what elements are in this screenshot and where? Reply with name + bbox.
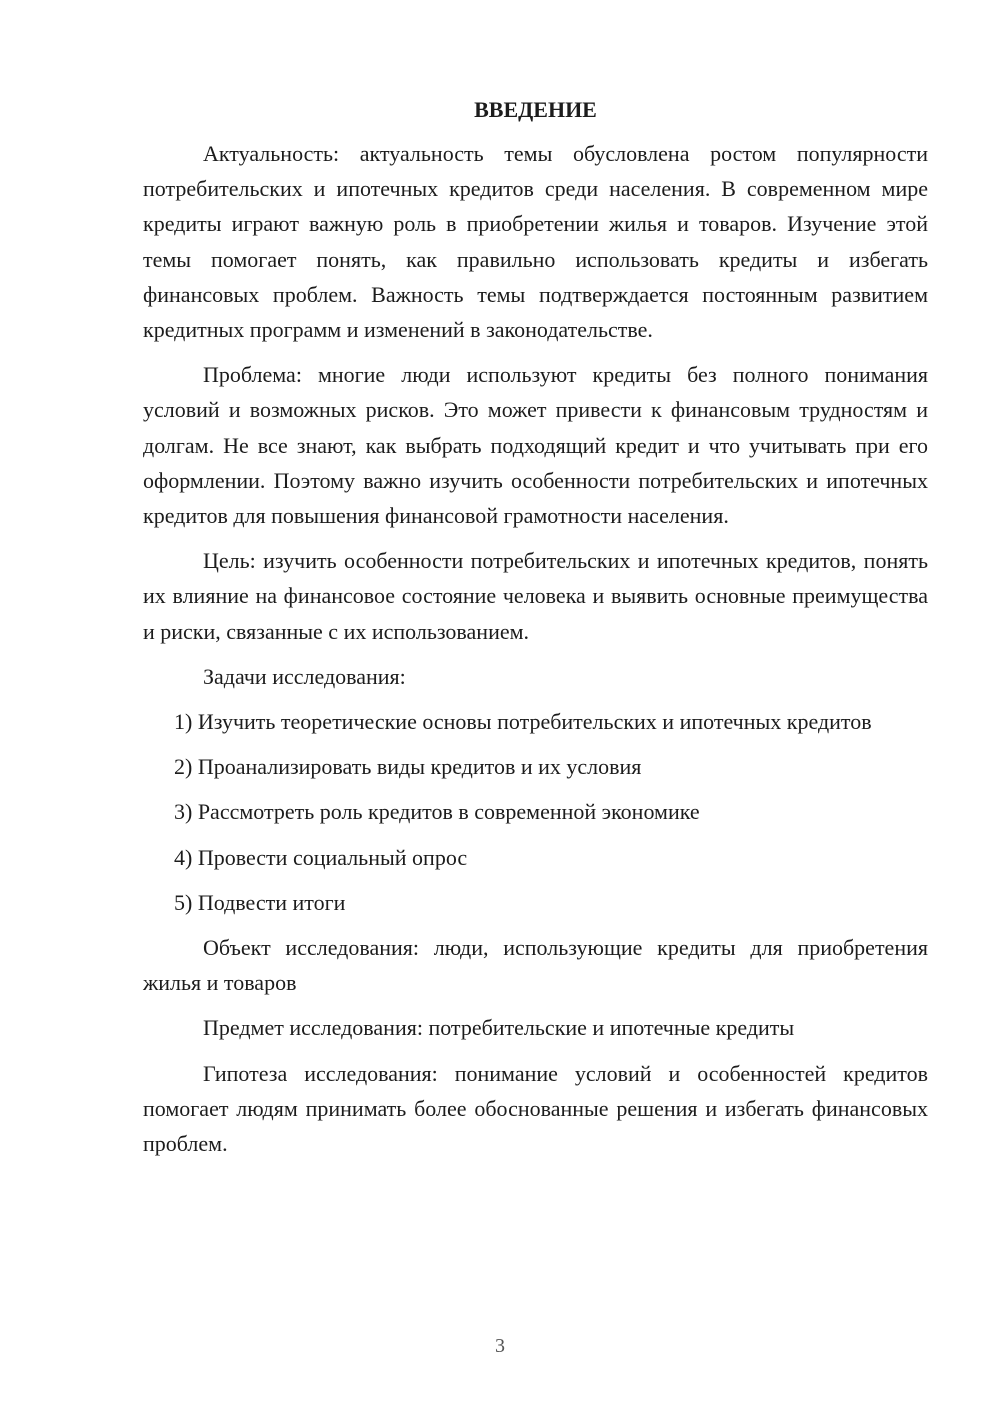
problem-paragraph: Проблема: многие люди используют кредиты без полного понимания условий и возможных рисков. Это может привести к финансовым трудностям и долгам. Не все знают, как выбрать подходящий кредит и что учитывать при его оформлении. Поэтому важно изучить особенности потребительских и ипотечных кредитов для повышения финансовой грамотности населения. [143,362,928,529]
relevance-paragraph: Актуальность: актуальность темы обусловлена ростом популярности потребительских и ипотечных кредитов среди населения. В современном мире кредиты играют важную роль в приобретении жилья и товаров. Изучение этой темы помогает понять, как правильно использовать кредиты и избегать финансовых проблем. Важность темы подтверждается постоянным развитием кредитных программ и изменений в законодательстве. [143,141,928,343]
tasks-title: Задачи исследования: [203,663,406,689]
task-item: 1) Изучить теоретические основы потребительских и ипотечных кредитов [174,709,872,735]
task-item: 5) Подвести итоги [174,889,346,915]
object-paragraph: Объект исследования: люди, использующие кредиты для приобретения жилья и товаров [143,935,928,996]
task-item: 4) Провести социальный опрос [174,844,468,870]
task-item: 3) Рассмотреть роль кредитов в современной экономике [174,799,700,825]
page-title: ВВЕДЕНИЕ [474,97,597,122]
subject-paragraph: Предмет исследования: потребительские и ипотечные кредиты [203,1015,795,1041]
document-page [143,92,928,1171]
task-item: 2) Проанализировать виды кредитов и их условия [174,754,642,780]
goal-paragraph: Цель: изучить особенности потребительских и ипотечных кредитов, понять их влияние на финансовое состояние человека и выявить основные преимущества и риски, связанные с их использованием. [143,548,928,644]
hypothesis-paragraph: Гипотеза исследования: понимание условий и особенностей кредитов помогает людям принимать более обоснованные решения и избегать финансовых проблем. [143,1060,928,1157]
page-number: 3 [495,1335,505,1357]
